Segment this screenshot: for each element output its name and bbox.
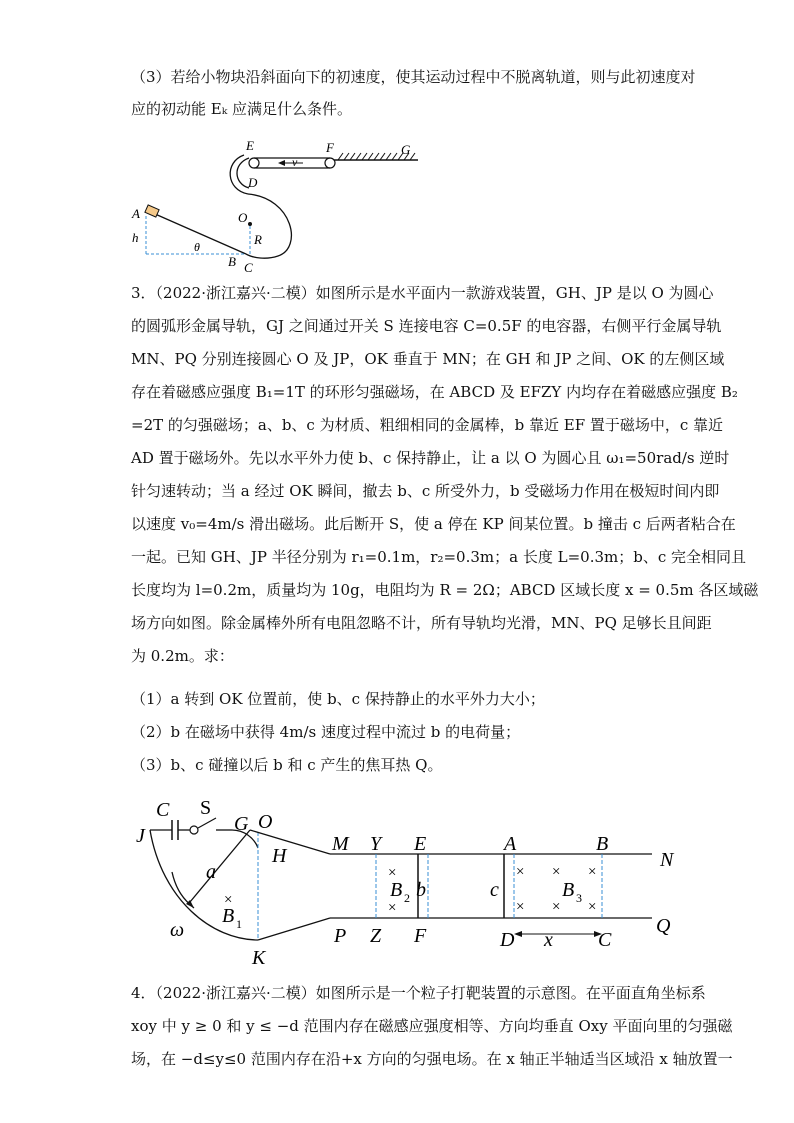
label-F: F — [414, 925, 427, 947]
label-C: C — [244, 260, 253, 275]
cross-mark: × — [588, 899, 597, 915]
cross-mark: × — [388, 865, 397, 881]
label-v: v — [292, 155, 298, 169]
label-x: x — [544, 929, 553, 951]
cross-mark: × — [552, 899, 561, 915]
figure-track-diagram — [128, 138, 428, 278]
label-O: O — [258, 811, 273, 833]
label-A: A — [504, 833, 517, 855]
label-O: O — [238, 210, 248, 225]
question-3-line-1: （3）若给小物块沿斜面向下的初速度，使其运动过程中不脱离轨道，则与此初速度对 — [131, 68, 696, 86]
problem-3-line: 一起。已知 GH、JP 半径分别为 r₁=0.1m，r₂=0.3m；a 长度 L=0.3m；b、c 完全相同且 — [131, 548, 746, 566]
sub-question-1: （1）a 转到 OK 位置前，使 b、c 保持静止的水平外力大小； — [131, 690, 545, 708]
problem-4-line: 4．（2022·浙江嘉兴·二模）如图所示是一个粒子打靶装置的示意图。在平面直角坐标系 — [131, 984, 706, 1002]
label-B2: B — [390, 879, 403, 901]
label-P: P — [334, 925, 347, 947]
question-3-line-2: 应的初动能 Eₖ 应满足什么条件。 — [131, 100, 352, 118]
label-C: C — [156, 799, 170, 821]
label-Y: Y — [370, 833, 382, 855]
label-A: A — [132, 206, 140, 221]
label-c: c — [490, 879, 499, 901]
cross-mark: × — [224, 892, 233, 908]
problem-3-line: 存在着磁感应强度 B₁=1T 的环形匀强磁场，在 ABCD 及 EFZY 内均存在着磁感应强度 B₂ — [131, 383, 738, 401]
label-B3: B — [562, 879, 575, 901]
label-R: R — [254, 232, 262, 247]
problem-3-line: 针匀速转动；当 a 经过 OK 瞬间，撤去 b、c 所受外力，b 受磁场力作用在极短时间内即 — [131, 482, 720, 500]
problem-4-line: xoy 中 y ≥ 0 和 y ≤ −d 范围内存在磁感应强度相等、方向均垂直 Oxy 平面向里的匀强磁 — [131, 1017, 733, 1035]
label-J: J — [136, 825, 145, 847]
label-B2-sub: 2 — [404, 891, 410, 905]
figure-rail-circuit — [132, 790, 692, 970]
label-E: E — [246, 138, 254, 153]
label-K: K — [252, 947, 266, 969]
problem-3-line: 3．（2022·浙江嘉兴·二模）如图所示是水平面内一款游戏装置，GH、JP 是以 O 为圆心 — [131, 284, 714, 302]
cross-mark: × — [388, 900, 397, 916]
problem-4-line: 场，在 −d≤y≤0 范围内存在沿+x 方向的匀强电场。在 x 轴正半轴适当区域沿 x 轴放置一 — [131, 1050, 733, 1068]
cross-mark: × — [516, 864, 525, 880]
label-h: h — [132, 230, 139, 245]
label-N: N — [660, 849, 674, 871]
problem-3-line: 场方向如图。除金属棒外所有电阻忽略不计，所有导轨均光滑，MN、PQ 足够长且间距 — [131, 614, 712, 632]
problem-3-line: =2T 的匀强磁场；a、b、c 为材质、粗细相同的金属棒，b 靠近 EF 置于磁场中，c 靠近 — [131, 416, 724, 434]
label-G: G — [234, 813, 249, 835]
problem-3-line: 的圆弧形金属导轨，GJ 之间通过开关 S 连接电容 C=0.5F 的电容器，右侧平行金属导轨 — [131, 317, 722, 335]
label-theta: θ — [194, 240, 200, 254]
sub-question-2: （2）b 在磁场中获得 4m/s 速度过程中流过 b 的电荷量； — [131, 723, 521, 741]
label-b: b — [416, 879, 426, 901]
label-M: M — [332, 833, 349, 855]
label-H: H — [272, 845, 287, 867]
label-S: S — [200, 797, 212, 819]
label-B1-sub: 1 — [236, 917, 242, 931]
label-G: G — [401, 142, 411, 157]
problem-3-line: MN、PQ 分别连接圆心 O 及 JP，OK 垂直于 MN；在 GH 和 JP 之间、OK 的左侧区域 — [131, 350, 725, 368]
label-C-right: C — [598, 929, 612, 951]
label-E: E — [414, 833, 427, 855]
label-F: F — [326, 140, 334, 155]
cross-mark: × — [588, 864, 597, 880]
label-B: B — [228, 254, 236, 269]
problem-3-line: 为 0.2m。求： — [131, 647, 234, 665]
label-Q: Q — [656, 915, 671, 937]
label-a: a — [206, 861, 216, 883]
problem-3-line: AD 置于磁场外。先以水平外力使 b、c 保持静止，让 a 以 O 为圆心且 ω₁=50rad/s 逆时 — [131, 449, 730, 467]
label-Z: Z — [370, 925, 382, 947]
sub-question-3: （3）b、c 碰撞以后 b 和 c 产生的焦耳热 Q。 — [131, 756, 443, 774]
label-B: B — [596, 833, 609, 855]
problem-3-line: 以速度 v₀=4m/s 滑出磁场。此后断开 S，使 a 停在 KP 间某位置。b 撞击 c 后两者粘合在 — [131, 515, 736, 533]
label-B3-sub: 3 — [576, 891, 582, 905]
label-B1: B — [222, 905, 235, 927]
label-D: D — [248, 175, 258, 190]
cross-mark: × — [516, 899, 525, 915]
label-omega: ω — [170, 919, 185, 941]
cross-mark: × — [552, 864, 561, 880]
problem-3-line: 长度均为 l=0.2m，质量均为 10g，电阻均为 R = 2Ω；ABCD 区域长度 x = 0.5m 各区域磁 — [131, 581, 759, 599]
label-D: D — [500, 929, 515, 951]
